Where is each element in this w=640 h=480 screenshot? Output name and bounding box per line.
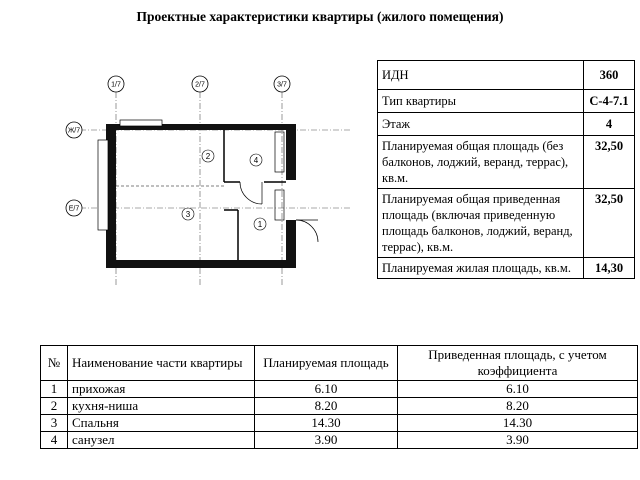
room-num: 1: [41, 381, 68, 398]
spec-row-total-area: [378, 136, 635, 189]
room-reduced: 3.90: [398, 432, 638, 449]
rooms-header-row: [41, 346, 638, 381]
spec-value: 14,30: [584, 258, 635, 279]
table-row: [41, 381, 638, 398]
room-name: санузел: [68, 432, 255, 449]
spec-label: Планируемая общая приведенная площадь (включая приведенную площадь балконов, лоджий, веранд, террас), кв.м.: [378, 189, 584, 258]
room-area: 14.30: [255, 415, 398, 432]
spec-label: Этаж: [378, 113, 584, 136]
spec-row-living-area: [378, 258, 635, 279]
spec-row-reduced-area: [378, 189, 635, 258]
room-reduced: 6.10: [398, 381, 638, 398]
axis-label-3: 3/7: [277, 81, 287, 89]
room-area: 6.10: [255, 381, 398, 398]
room-name: кухня-ниша: [68, 398, 255, 415]
spec-row-idn: [378, 61, 635, 90]
floor-plan: [60, 70, 350, 290]
spec-label: Тип квартиры: [378, 90, 584, 113]
col-header-reduced: Приведенная площадь, с учетом коэффициента: [398, 346, 638, 381]
room-reduced: 14.30: [398, 415, 638, 432]
room-num: 4: [41, 432, 68, 449]
room-label-4: 4: [253, 156, 259, 165]
table-row: [41, 415, 638, 432]
spec-value: 32,50: [584, 136, 635, 189]
wall-bottom: [106, 260, 294, 268]
room-label-1: 1: [257, 220, 263, 229]
col-header-name: Наименование части квартиры: [68, 346, 255, 381]
spec-value: 360: [584, 61, 635, 90]
axis-label-e: Е/7: [68, 205, 80, 213]
col-header-num: №: [41, 346, 68, 381]
room-num: 3: [41, 415, 68, 432]
window-left: [98, 140, 108, 230]
wc-fixture: [275, 132, 284, 172]
spec-label: Планируемая общая площадь (без балконов, лоджий, веранд, террас), кв.м.: [378, 136, 584, 189]
window-top: [120, 120, 162, 126]
axis-label-1: 1/7: [111, 81, 121, 89]
spec-value: С-4-7.1: [584, 90, 635, 113]
room-name: Спальня: [68, 415, 255, 432]
door-swing-entrance: [296, 220, 318, 242]
room-area: 8.20: [255, 398, 398, 415]
room-label-2: 2: [205, 152, 211, 161]
spec-row-type: [378, 90, 635, 113]
spec-label: ИДН: [378, 61, 584, 90]
room-reduced: 8.20: [398, 398, 638, 415]
page-title: Проектные характеристики квартиры (жилого помещения): [136, 9, 504, 24]
spec-value: 32,50: [584, 189, 635, 258]
spec-label: Планируемая жилая площадь, кв.м.: [378, 258, 584, 279]
spec-value: 4: [584, 113, 635, 136]
apartment-specs-table: [377, 60, 635, 279]
room-area: 3.90: [255, 432, 398, 449]
table-row: [41, 432, 638, 449]
wall-right-upper: [286, 124, 296, 180]
axis-label-2: 2/7: [195, 81, 205, 89]
room-num: 2: [41, 398, 68, 415]
rooms-table: [40, 345, 638, 449]
wall-right-lower: [286, 220, 296, 268]
room-label-3: 3: [185, 210, 191, 219]
room-name: прихожая: [68, 381, 255, 398]
door-swing-wc: [240, 182, 262, 204]
table-row: [41, 398, 638, 415]
axis-label-zh: Ж/7: [67, 127, 81, 135]
shaft: [275, 190, 284, 220]
spec-row-floor: [378, 113, 635, 136]
col-header-area: Планируемая площадь: [255, 346, 398, 381]
